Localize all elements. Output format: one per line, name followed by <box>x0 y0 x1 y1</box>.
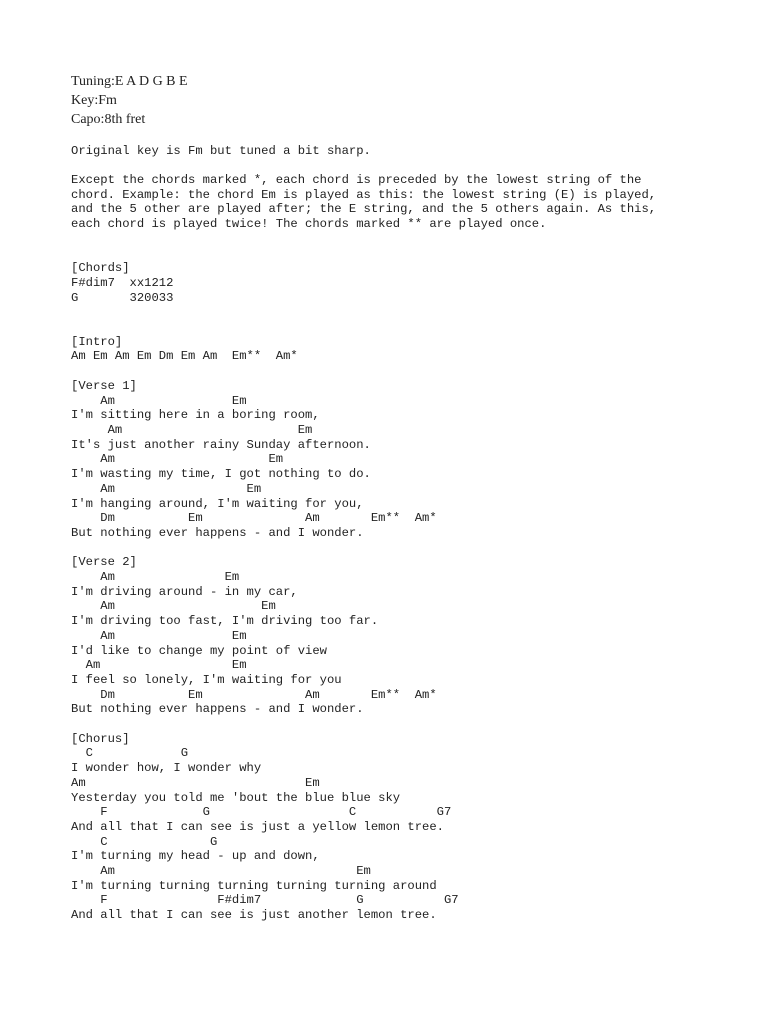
chords-lines: F#dim7 xx1212 G 320033 <box>71 275 174 305</box>
tuning-line: Tuning:E A D G B E <box>71 74 188 89</box>
intro-lines: Am Em Am Em Dm Em Am Em** Am* <box>71 349 298 364</box>
verse1-lines: Am Em I'm sitting here in a boring room, Am Em It's just another rainy Sunday afternoon. Am Em I'm wasting my time, I got nothing to do. Am Em I'm hanging around, I'm waiting for you, Dm Em Am Em** Am* But nothing ever happens - and I wonder. <box>71 393 437 540</box>
intro-section <box>71 335 731 364</box>
capo-line: Capo:8th fret <box>71 112 146 127</box>
intro-header: [Intro] <box>71 334 123 349</box>
playing-explanation: Except the chords marked *, each chord is preceded by the lowest string of the chord. Example: the chord Em is played as this: the lowest string (E) is played, and the 5 other are played after; the E string, and the 5 others again. As this, each chord is played twice! The chords marked ** are played once. <box>71 173 657 232</box>
verse1-header: [Verse 1] <box>71 378 137 393</box>
original-key-note: Original key is Fm but tuned a bit sharp. <box>71 143 371 158</box>
verse1-section <box>71 379 731 541</box>
chorus-lines: C G I wonder how, I wonder why Am Em Yesterday you told me 'bout the blue blue sky F G C G7 And all that I can see is just a yellow lemon tree. C G I'm turning my head - up and down, Am Em I'm turning turning turning turning turning around F F#dim7 G G7 And all that I can see is just another lemon tree. <box>71 746 459 923</box>
chords-header: [Chords] <box>71 261 130 276</box>
chorus-header: [Chorus] <box>71 731 130 746</box>
chorus-section <box>71 732 731 923</box>
key-line: Key:Fm <box>71 93 117 108</box>
tab-document <box>71 72 731 923</box>
verse2-header: [Verse 2] <box>71 555 137 570</box>
chords-section <box>71 261 731 305</box>
verse2-lines: Am Em I'm driving around - in my car, Am Em I'm driving too fast, I'm driving too far. Am Em I'd like to change my point of view Am Em I feel so lonely, I'm waiting for you Dm Em Am Em** Am* But nothing ever happens - and I wonder. <box>71 570 437 717</box>
verse2-section <box>71 555 731 717</box>
